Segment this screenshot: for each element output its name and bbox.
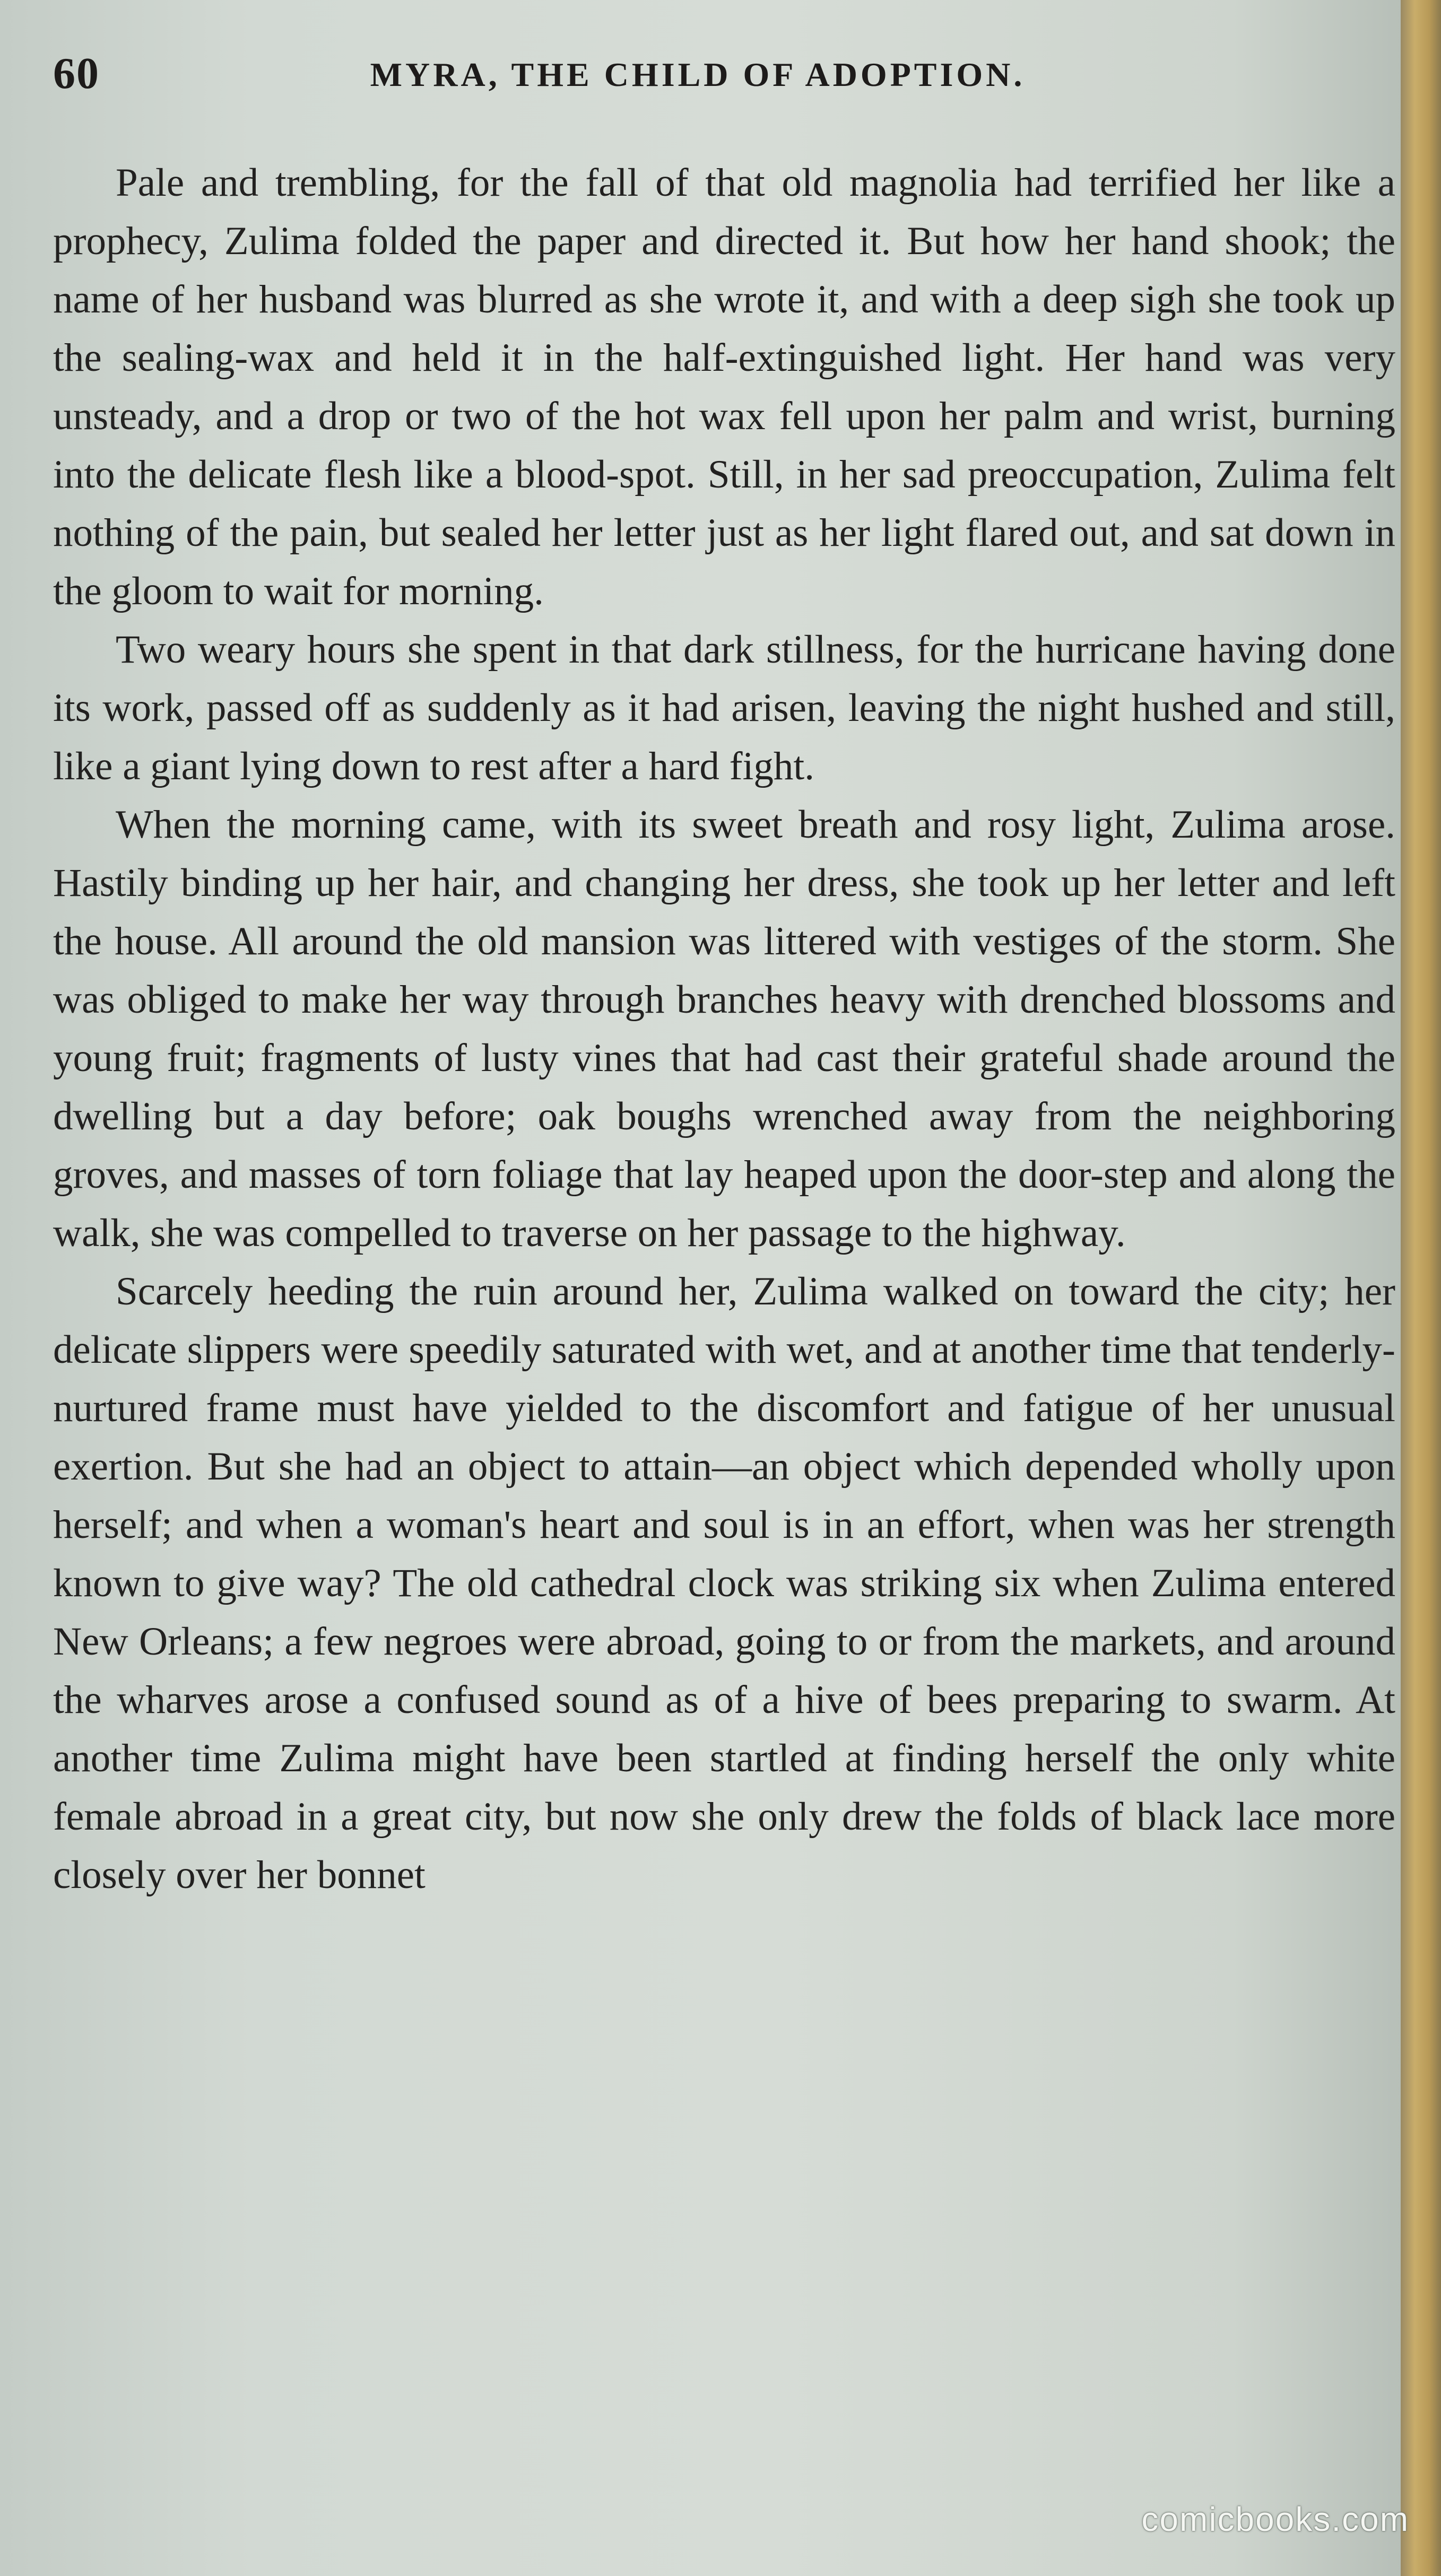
paragraph: Two weary hours she spent in that dark stillness, for the hurricane having done its work, passed off as suddenly as it had arisen, leaving the night hushed and still, like a giant lying down to rest after a hard fight.	[53, 628, 1395, 788]
page-number: 60	[53, 49, 100, 98]
site-watermark: comicbooks.com	[1141, 2500, 1409, 2538]
body-text	[53, 154, 1395, 1904]
running-title: MYRA, THE CHILD OF ADOPTION.	[370, 56, 1026, 93]
book-spine-edge	[1401, 0, 1441, 2576]
running-head	[53, 48, 1342, 106]
paragraph: Pale and trembling, for the fall of that old magnolia had terrified her like a prophecy, Zulima folded the paper and directed it. But how her hand shook; the name of her husband was blurred as she wrote it, and with a deep sigh she took up the sealing-wax and held it in the half-extinguished light. Her hand was very unsteady, and a drop or two of the hot wax fell upon her palm and wrist, burning into the delicate flesh like a blood-spot. Still, in her sad preoccupation, Zulima felt nothing of the pain, but sealed her letter just as her light flared out, and sat down in the gloom to wait for morning.	[53, 161, 1395, 613]
paragraph: When the morning came, with its sweet breath and rosy light, Zulima arose. Hastily binding up her hair, and changing her dress, she took up her letter and left the house. All around the old mansion was littered with vestiges of the storm. She was obliged to make her way through branches heavy with drenched blossoms and young fruit; fragments of lusty vines that had cast their grateful shade around the dwelling but a day before; oak boughs wrenched away from the neighboring groves, and masses of torn foliage that lay heaped upon the door-step and along the walk, she was compelled to traverse on her passage to the highway.	[53, 803, 1395, 1255]
paragraph: Scarcely heeding the ruin around her, Zulima walked on toward the city; her delicate slippers were speedily saturated with wet, and at another time that tenderly-nurtured frame must have yielded to the discomfort and fatigue of her unusual exertion. But she had an object to attain—an object which depended wholly upon herself; and when a woman's heart and soul is in an effort, when was her strength known to give way? The old cathedral clock was striking six when Zulima entered New Orleans; a few negroes were abroad, going to or from the markets, and around the wharves arose a confused sound as of a hive of bees preparing to swarm. At another time Zulima might have been startled at finding herself the only white female abroad in a great city, but now she only drew the folds of black lace more closely over her bonnet	[53, 1269, 1395, 1897]
